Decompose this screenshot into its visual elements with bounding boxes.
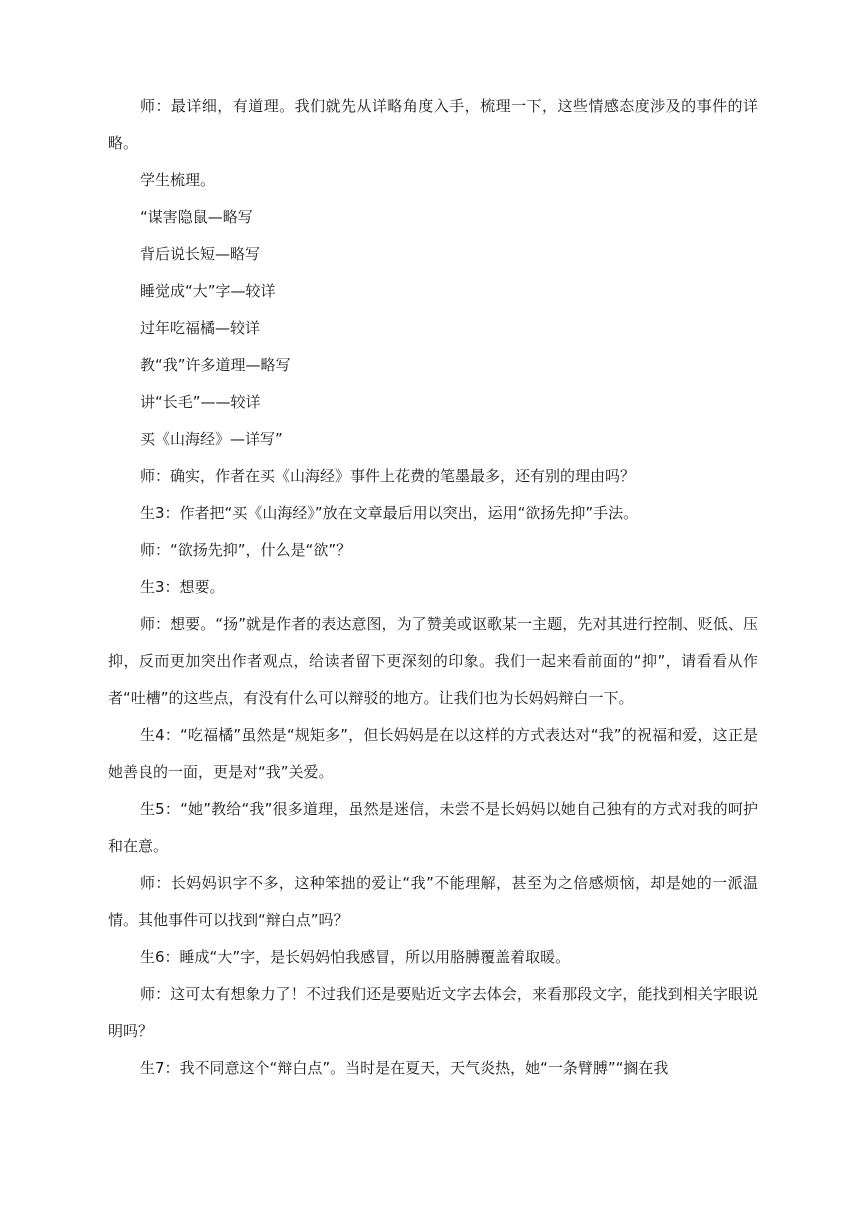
paragraph: 生3：作者把“买《山海经》”放在文章最后用以突出，运用“欲扬先抑”手法。 bbox=[140, 504, 639, 522]
document-body bbox=[108, 88, 758, 1087]
paragraph: 师：想要。“扬”就是作者的表达意图，为了赞美或讴歌某一主题，先对其进行控制、贬低、压抑，反而更加突出作者观点，给读者留下更深刻的印象。我们一起来看前面的“抑”，请看看从作者“吐槽”的这些点，有没有什么可以辩驳的地方。让我们也为长妈妈辩白一下。 bbox=[108, 615, 758, 707]
paragraph: 学生梳理。 bbox=[140, 171, 216, 189]
paragraph: 生7：我不同意这个“辩白点”。当时是在夏天，天气炎热，她“一条臂膊”“搁在我 bbox=[140, 1059, 669, 1077]
paragraph: 师：最详细，有道理。我们就先从详略角度入手，梳理一下，这些情感态度涉及的事件的详略。 bbox=[108, 97, 758, 152]
paragraph: 睡觉成“大”字—较详 bbox=[140, 282, 276, 300]
paragraph: 教“我”许多道理—略写 bbox=[140, 356, 291, 374]
paragraph: 背后说长短—略写 bbox=[140, 245, 261, 263]
paragraph: “谋害隐鼠—略写 bbox=[140, 208, 253, 226]
paragraph: 师：这可太有想象力了！不过我们还是要贴近文字去体会，来看那段文字，能找到相关字眼说明吗？ bbox=[108, 985, 758, 1040]
paragraph: 生3：想要。 bbox=[140, 578, 225, 596]
paragraph: 生6：睡成“大”字，是长妈妈怕我感冒，所以用胳膊覆盖着取暖。 bbox=[140, 948, 571, 966]
paragraph: 师：长妈妈识字不多，这种笨拙的爱让“我”不能理解，甚至为之倍感烦恼，却是她的一派温情。其他事件可以找到“辩白点”吗？ bbox=[108, 874, 758, 929]
paragraph: 过年吃福橘—较详 bbox=[140, 319, 261, 337]
paragraph: 师：“欲扬先抑”，什么是“欲”？ bbox=[140, 541, 352, 559]
paragraph: 师：确实，作者在买《山海经》事件上花费的笔墨最多，还有别的理由吗？ bbox=[140, 467, 636, 485]
paragraph: 讲“长毛”——较详 bbox=[140, 393, 261, 411]
paragraph: 买《山海经》—详写” bbox=[140, 430, 283, 448]
paragraph: 生5：“她”教给“我”很多道理，虽然是迷信，未尝不是长妈妈以她自己独有的方式对我的呵护和在意。 bbox=[108, 800, 758, 855]
paragraph: 生4：“吃福橘”虽然是“规矩多”，但长妈妈是在以这样的方式表达对“我”的祝福和爱，这正是她善良的一面，更是对“我”关爱。 bbox=[108, 726, 758, 781]
